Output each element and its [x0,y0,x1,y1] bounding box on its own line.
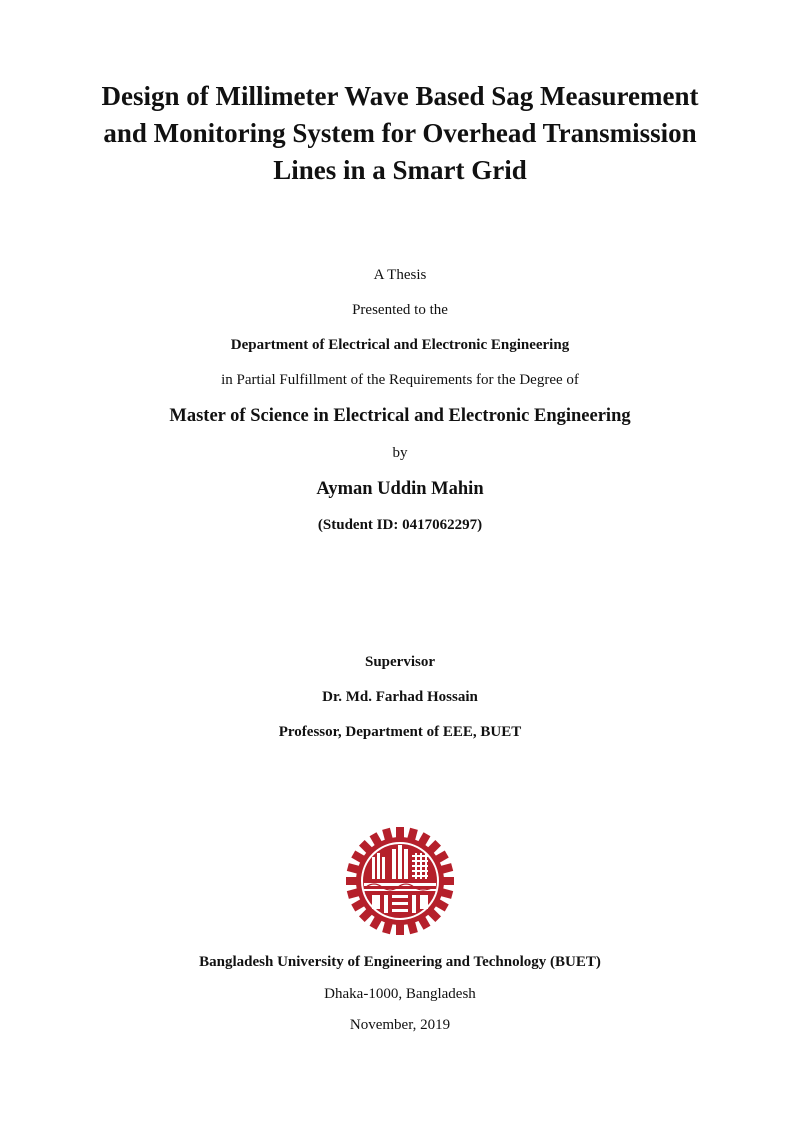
presented-to: Presented to the [352,302,448,318]
institution-name: Bangladesh University of Engineering and Technology (BUET) [199,954,601,970]
buet-logo-icon [346,827,454,935]
by-label: by [392,445,408,461]
department-name: Department of Electrical and Electronic Engineering [230,337,570,353]
thesis-title [0,78,800,189]
title-line-2: and Monitoring System for Overhead Transmission [103,118,697,148]
supervisor-heading: Supervisor [364,654,435,670]
degree-name: Master of Science in Electrical and Electronic Engineering [169,406,631,426]
submission-date: November, 2019 [349,1017,451,1033]
thesis-type: A Thesis [373,267,427,283]
supervisor-position: Professor, Department of EEE, BUET [278,724,522,740]
institution-location: Dhaka-1000, Bangladesh [324,986,476,1002]
title-line-1: Design of Millimeter Wave Based Sag Measurement [101,81,699,111]
title-line-3: Lines in a Smart Grid [273,155,527,185]
author-name: Ayman Uddin Mahin [316,479,484,499]
student-id: (Student ID: 0417062297) [317,517,483,533]
fulfillment-statement: in Partial Fulfillment of the Requirements for the Degree of [221,372,579,388]
supervisor-name: Dr. Md. Farhad Hossain [322,689,478,705]
